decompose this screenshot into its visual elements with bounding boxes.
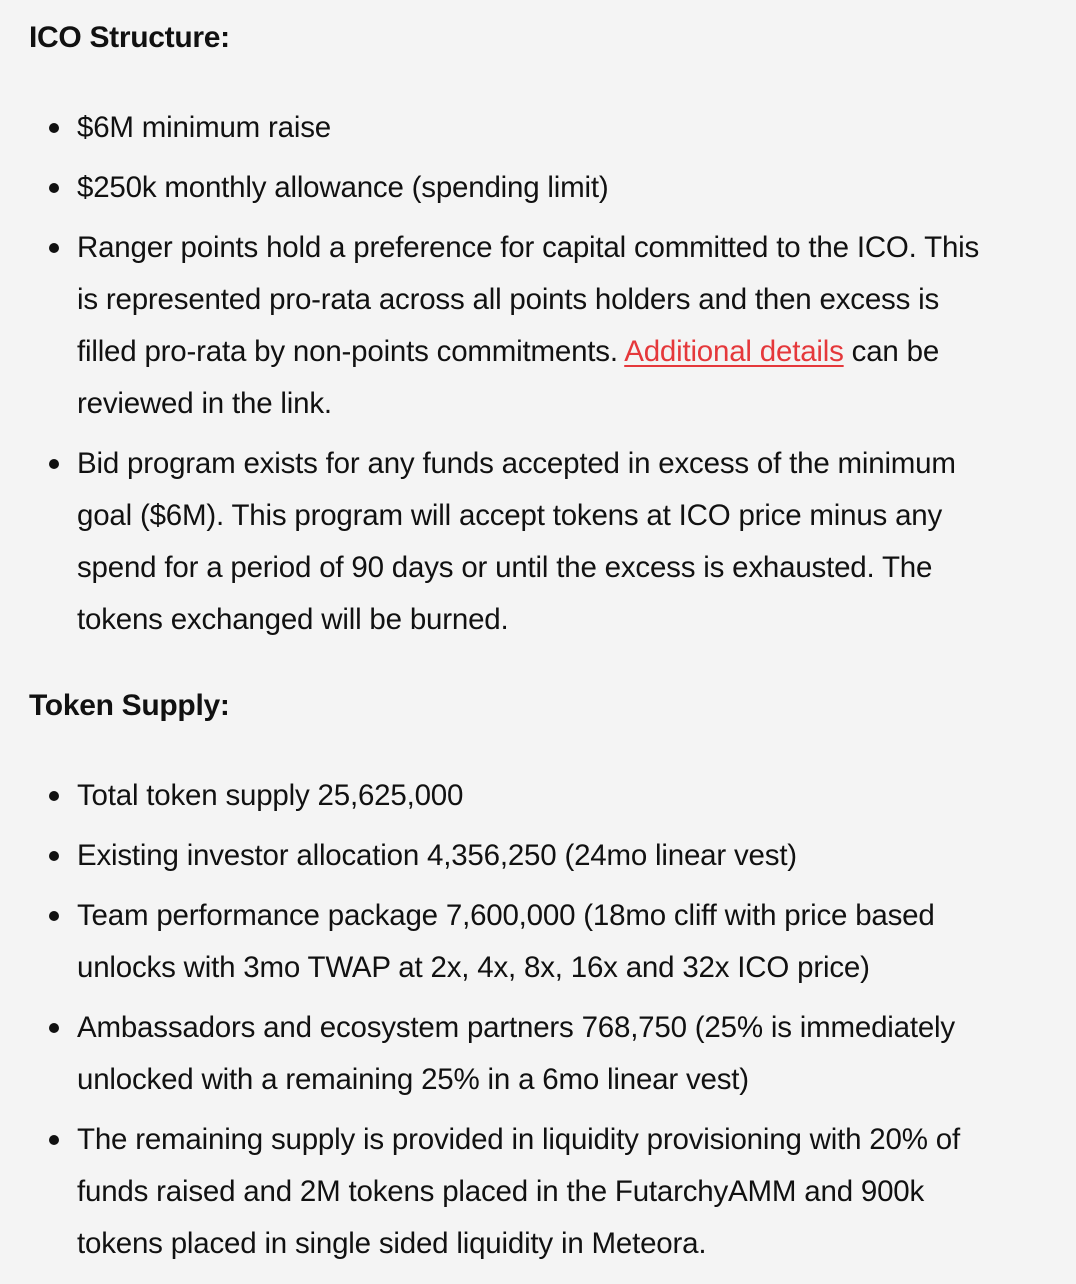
bullet-icon <box>49 1135 59 1145</box>
item-text: Existing investor allocation 4,356,250 (24mo linear vest) <box>77 839 797 872</box>
item-text-line: goal ($6M). This program will accept tokens at ICO price minus any <box>77 499 943 532</box>
bullet-icon <box>49 243 59 253</box>
list-item <box>29 830 1056 882</box>
item-text-line: is represented pro-rata across all points holders and then excess is <box>77 283 940 316</box>
item-text-line: funds raised and 2M tokens placed in the FutarchyAMM and 900k <box>77 1175 925 1208</box>
item-text-line: spend for a period of 90 days or until the excess is exhausted. The <box>77 551 933 584</box>
item-text-line: Team performance package 7,600,000 (18mo cliff with price based <box>77 899 935 932</box>
item-text-line: reviewed in the link. <box>77 387 332 420</box>
ico-structure-list <box>29 102 1056 646</box>
token-supply-list <box>29 770 1056 1270</box>
bullet-icon <box>49 1023 59 1033</box>
item-text-line: Bid program exists for any funds accepted in excess of the minimum <box>77 447 956 480</box>
bullet-icon <box>49 183 59 193</box>
list-item <box>29 890 1056 994</box>
item-text-line: unlocked with a remaining 25% in a 6mo linear vest) <box>77 1063 749 1096</box>
item-text-line: tokens exchanged will be burned. <box>77 603 509 636</box>
list-item <box>29 102 1056 154</box>
item-text-line: tokens placed in single sided liquidity in Meteora. <box>77 1227 707 1260</box>
item-text-segment: can be <box>843 335 940 368</box>
list-item <box>29 1114 1056 1270</box>
item-text: $250k monthly allowance (spending limit) <box>77 171 609 204</box>
additional-details-link[interactable]: Additional details <box>624 335 844 368</box>
bullet-icon <box>49 911 59 921</box>
ico-structure-heading: ICO Structure: <box>29 21 230 54</box>
bullet-icon <box>49 459 59 469</box>
list-item <box>29 1002 1056 1106</box>
list-item <box>29 162 1056 214</box>
token-supply-heading: Token Supply: <box>29 689 230 722</box>
item-text-line: Ranger points hold a preference for capital committed to the ICO. This <box>77 231 980 264</box>
item-text-line: unlocks with 3mo TWAP at 2x, 4x, 8x, 16x and 32x ICO price) <box>77 951 870 984</box>
item-text: Total token supply 25,625,000 <box>77 779 464 812</box>
list-item <box>29 438 1056 646</box>
list-item <box>29 770 1056 822</box>
item-text-line: Ambassadors and ecosystem partners 768,750 (25% is immediately <box>77 1011 955 1044</box>
bullet-icon <box>49 123 59 133</box>
bullet-icon <box>49 851 59 861</box>
item-text-line <box>77 326 1056 378</box>
item-text-line: The remaining supply is provided in liquidity provisioning with 20% of <box>77 1123 960 1156</box>
list-item <box>29 222 1056 430</box>
bullet-icon <box>49 791 59 801</box>
item-text: $6M minimum raise <box>77 111 331 144</box>
item-text-segment: filled pro-rata by non-points commitments. <box>77 335 625 368</box>
